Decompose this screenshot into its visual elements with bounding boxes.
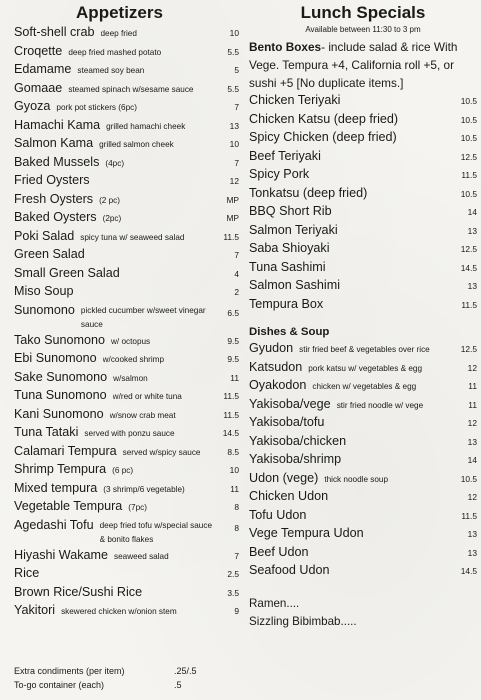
item-name: Saba Shioyaki — [249, 241, 330, 255]
menu-item — [14, 80, 239, 99]
footer-notes — [14, 664, 234, 692]
menu-item — [14, 154, 239, 173]
item-name: Miso Soup — [14, 284, 74, 298]
menu-item — [14, 265, 239, 284]
item-name: Katsudon — [249, 359, 303, 374]
item-price: 10 — [229, 28, 239, 38]
item-price: 12.5 — [460, 151, 477, 162]
item-price: 11.5 — [461, 299, 477, 310]
item-name: Fried Oysters — [14, 173, 90, 187]
item-name: Poki Salad — [14, 228, 75, 243]
item-name: Tuna Tataki — [14, 425, 79, 439]
item-name: Gyoza — [14, 99, 51, 113]
item-price: 13 — [467, 529, 477, 539]
menu-item — [14, 246, 239, 265]
item-price: 14 — [467, 455, 477, 465]
item-name: Soft-shell crab — [14, 25, 95, 39]
item-description: deep fried mashed potato — [68, 47, 162, 57]
item-name: Beef Udon — [249, 544, 309, 559]
spacer — [249, 581, 477, 595]
menu-item — [249, 203, 477, 222]
item-price: 8.5 — [227, 446, 239, 457]
item-name: Vegetable Tempura — [14, 499, 123, 513]
item-name: Spicy Pork — [249, 167, 310, 181]
item-price: 11.5 — [461, 510, 477, 521]
menu-item — [249, 222, 477, 241]
item-price: 13 — [467, 436, 477, 447]
menu-item — [249, 359, 477, 378]
menu-item — [14, 61, 239, 80]
footer-row — [14, 678, 234, 692]
menu-item — [14, 517, 239, 547]
item-price: 3.5 — [227, 587, 239, 598]
item-price: 12 — [229, 176, 239, 186]
item-price: 13 — [467, 547, 477, 558]
menu-item — [14, 24, 239, 43]
menu-item — [14, 406, 239, 425]
item-description: (3 shrimp/6 vegetable) — [103, 484, 185, 494]
item-description: (2 pc) — [99, 195, 121, 205]
item-name: Tonkatsu (deep fried) — [249, 185, 368, 200]
menu-item — [249, 470, 477, 489]
item-name: Small Green Salad — [14, 265, 120, 280]
menu-item — [14, 302, 239, 332]
item-price: 7 — [234, 250, 239, 260]
item-name: Calamari Tempura — [14, 443, 117, 458]
menu-item — [249, 377, 477, 396]
menu-item — [14, 547, 239, 566]
item-price: 13 — [467, 225, 477, 236]
item-description: pork pot stickers (6pc) — [56, 103, 137, 112]
item-price: 14.5 — [460, 262, 477, 273]
item-description: steamed soy bean — [77, 66, 145, 75]
item-name: Spicy Chicken (deep fried) — [249, 130, 397, 144]
menu-item — [249, 414, 477, 433]
item-name: Kani Sunomono — [14, 406, 104, 421]
menu-item — [14, 584, 239, 603]
footer-label: Extra condiments (per item) — [14, 666, 125, 676]
menu-item — [14, 43, 239, 62]
item-price: 11.5 — [223, 391, 239, 401]
footer-price: .25/.5 — [174, 666, 197, 676]
dishes-heading: Dishes & Soup — [249, 326, 330, 338]
menu-item — [249, 433, 477, 452]
item-description: (2pc) — [102, 214, 122, 223]
item-name: Brown Rice/Sushi Rice — [14, 584, 143, 599]
item-description: deep fried — [100, 29, 137, 38]
item-name: Green Salad — [14, 247, 85, 261]
item-name: Sunomono — [14, 302, 75, 317]
item-description: served with ponzu sauce — [84, 429, 175, 438]
item-name: Agedashi Tofu — [14, 517, 94, 532]
item-price: MP — [226, 213, 239, 223]
item-price: 13 — [229, 120, 239, 131]
item-name: Oyakodon — [249, 378, 307, 392]
item-name: Tofu Udon — [249, 507, 307, 522]
menu-item — [14, 424, 239, 443]
menu-item — [249, 296, 477, 315]
ramen-line: Ramen.... — [249, 596, 300, 610]
item-price: 10.5 — [460, 114, 477, 125]
item-price: 10 — [229, 465, 239, 475]
bento-title: Bento Boxes — [249, 40, 322, 54]
item-price: 10.5 — [460, 133, 477, 143]
item-description: w/red or white tuna — [112, 392, 182, 401]
item-name: Hamachi Kama — [14, 117, 101, 132]
item-name: Tuna Sunomono — [14, 388, 107, 402]
item-price: 10 — [229, 139, 239, 149]
item-price: 6.5 — [227, 307, 239, 318]
item-name: Rice — [14, 566, 40, 580]
item-price: 11 — [230, 372, 239, 383]
item-description: (4pc) — [105, 158, 125, 168]
item-description: grilled hamachi cheek — [106, 121, 186, 131]
appetizers-heading: Appetizers — [76, 3, 163, 22]
menu-item — [249, 259, 477, 278]
menu-item — [249, 129, 477, 148]
item-name: Tako Sunomono — [14, 332, 106, 347]
item-name: Udon (vege) — [249, 470, 319, 485]
item-price: MP — [226, 194, 239, 205]
item-name: Yakisoba/shrimp — [249, 452, 342, 466]
item-price: 11 — [230, 483, 239, 494]
item-description: grilled salmon cheek — [99, 140, 174, 149]
item-name: Chicken Katsu (deep fried) — [249, 111, 399, 126]
item-name: Beef Teriyaki — [249, 148, 321, 163]
menu-item — [249, 148, 477, 167]
menu-item — [249, 562, 477, 581]
item-description: deep fried tofu w/special sauce & bonito flakes — [99, 520, 213, 544]
item-name: Gomaae — [14, 80, 63, 95]
menu-item — [249, 396, 477, 415]
menu-item — [14, 443, 239, 462]
bibimbab-line: Sizzling Bibimbab..... — [249, 614, 357, 628]
item-description: w/ octopus — [111, 336, 151, 346]
menu-item — [249, 240, 477, 259]
item-name: Yakisoba/tofu — [249, 415, 325, 429]
item-price: 12 — [467, 418, 477, 428]
item-price: 4 — [234, 268, 239, 279]
item-price: 10.5 — [460, 473, 477, 484]
item-name: Yakitori — [14, 603, 56, 617]
menu-item — [249, 111, 477, 130]
item-price: 13 — [467, 281, 477, 291]
item-description: spicy tuna w/ seaweed salad — [80, 232, 185, 242]
item-price: 5.5 — [227, 83, 239, 94]
menu-item — [14, 461, 239, 480]
item-description: stir fried beef & vegetables over rice — [299, 345, 430, 354]
menu-item — [14, 387, 239, 406]
item-price: 8 — [234, 502, 239, 512]
item-description: w/snow crab meat — [109, 410, 176, 420]
item-name: BBQ Short Rib — [249, 204, 332, 218]
item-name: Salmon Kama — [14, 136, 94, 150]
item-price: 12 — [467, 362, 477, 373]
item-name: Salmon Sashimi — [249, 278, 340, 292]
item-name: Baked Oysters — [14, 210, 97, 224]
item-price: 11 — [468, 399, 477, 410]
menu-item — [249, 451, 477, 470]
menu-item — [14, 228, 239, 247]
item-name: Shrimp Tempura — [14, 462, 107, 476]
menu-item — [14, 98, 239, 117]
item-price: 5.5 — [227, 46, 239, 57]
footer-row — [14, 664, 234, 678]
item-price: 14.5 — [460, 566, 477, 576]
item-price: 9.5 — [227, 354, 239, 364]
item-name: Chicken Udon — [249, 489, 329, 503]
item-name: Hiyashi Wakame — [14, 547, 109, 562]
menu-item — [14, 283, 239, 302]
menu-item — [14, 117, 239, 136]
item-name: Tempura Box — [249, 296, 324, 311]
item-price: 11.5 — [461, 170, 477, 180]
footer-price: .5 — [174, 680, 182, 690]
item-description: steamed spinach w/sesame sauce — [68, 84, 194, 94]
item-price: 11.5 — [223, 231, 239, 242]
bento-text: - include salad & rice With Vege. Tempura +4, California roll +5, or sushi +5 [No duplicate items.] — [249, 40, 458, 90]
item-name: Vege Tempura Udon — [249, 526, 364, 540]
item-name: Fresh Oysters — [14, 191, 94, 206]
menu-item — [249, 340, 477, 359]
item-description: (6 pc) — [112, 466, 134, 475]
item-description: served w/spicy sauce — [122, 447, 201, 457]
item-price: 12.5 — [460, 344, 477, 354]
item-description: stir fried noodle w/ vege — [336, 400, 424, 410]
item-price: 10.5 — [460, 188, 477, 199]
item-description: seaweed salad — [114, 551, 169, 561]
bento-description — [249, 38, 477, 92]
item-description: chicken w/ vegetables & egg — [312, 382, 417, 391]
menu-item — [14, 498, 239, 517]
item-price: 2.5 — [227, 569, 239, 579]
appetizers-list — [14, 24, 239, 621]
item-name: Chicken Teriyaki — [249, 93, 341, 107]
dishes-list — [249, 340, 477, 581]
menu-item — [14, 602, 239, 621]
menu-item — [14, 369, 239, 388]
menu-item — [249, 507, 477, 526]
item-description: thick noodle soup — [324, 474, 389, 484]
item-description: pork katsu w/ vegetables & egg — [308, 363, 423, 373]
menu-item — [249, 92, 477, 111]
menu-item — [249, 525, 477, 544]
item-description: w/cooked shrimp — [102, 355, 165, 364]
item-name: Baked Mussels — [14, 154, 100, 169]
menu-item — [14, 565, 239, 584]
lunch-column — [249, 0, 477, 631]
item-price: 8 — [234, 522, 239, 533]
item-description: w/salmon — [113, 373, 148, 383]
item-price: 11 — [468, 381, 477, 391]
item-price: 12 — [467, 492, 477, 502]
item-price: 14.5 — [222, 428, 239, 438]
menu-item — [249, 185, 477, 204]
item-price: 9 — [234, 606, 239, 616]
item-description: (7pc) — [128, 503, 147, 512]
menu-item — [14, 350, 239, 369]
menu-item — [249, 488, 477, 507]
item-price: 10.5 — [460, 96, 477, 106]
menu-item — [14, 172, 239, 191]
item-name: Tuna Sashimi — [249, 259, 326, 274]
menu-item — [14, 332, 239, 351]
item-price: 9.5 — [227, 335, 239, 346]
menu-item — [14, 209, 239, 228]
appetizers-column — [14, 0, 239, 621]
menu-item — [249, 544, 477, 563]
item-description: pickled cucumber w/sweet vinegar sauce — [80, 305, 206, 329]
item-description: skewered chicken w/onion stem — [61, 607, 177, 616]
footer-label: To-go container (each) — [14, 680, 105, 690]
menu-item — [14, 135, 239, 154]
item-price: 2 — [234, 287, 239, 297]
item-name: Yakisoba/chicken — [249, 433, 347, 448]
item-name: Sake Sunomono — [14, 369, 108, 384]
item-price: 7 — [234, 550, 239, 561]
item-name: Seafood Udon — [249, 563, 330, 577]
item-price: 7 — [234, 157, 239, 168]
item-name: Croqette — [14, 43, 63, 58]
menu-item — [249, 277, 477, 296]
lunch-heading: Lunch Specials — [300, 3, 426, 22]
item-name: Yakisoba/vege — [249, 396, 331, 411]
item-name: Ebi Sunomono — [14, 351, 97, 365]
bento-list — [249, 92, 477, 314]
lunch-subtitle: Available between 11:30 to 3 pm — [305, 25, 421, 34]
item-price: 12.5 — [460, 244, 477, 254]
menu-item — [14, 480, 239, 499]
item-name: Mixed tempura — [14, 480, 98, 495]
item-price: 5 — [234, 65, 239, 75]
item-name: Salmon Teriyaki — [249, 222, 338, 237]
item-name: Edamame — [14, 62, 72, 76]
item-price: 14 — [467, 207, 477, 217]
menu-item — [14, 191, 239, 210]
menu-item — [249, 166, 477, 185]
item-name: Gyudon — [249, 341, 294, 355]
item-price: 7 — [234, 102, 239, 112]
item-price: 11.5 — [223, 409, 239, 420]
